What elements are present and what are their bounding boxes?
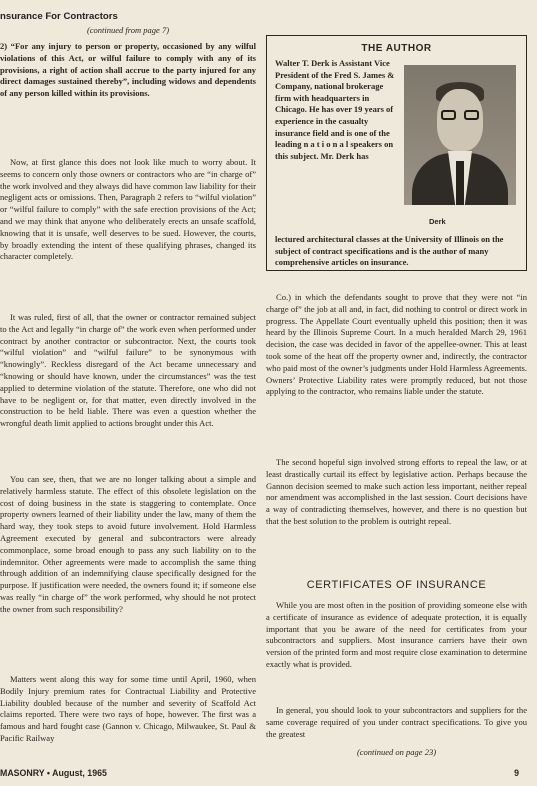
author-photo	[404, 65, 516, 205]
photo-caption: Derk	[429, 217, 446, 226]
footer-magazine-date: MASONRY • August, 1965	[0, 768, 107, 778]
left-paragraph-2: Now, at first glance this does not look like much to worry about. It seems to concern only those owners or contractors who are “in charge of” the work involved and they always did have common law liability for their negligent acts or omissions. Then, Paragraph 2 refers to “wilful violation” or “wilful failure to comply” with the safe erection provisions of the Act; and we may think that anyone who deliberately erects an unsafe scaffold, knowing that it is unsafe, well deserves to be sued. However, the courts, by broadly extending the intent of these qualifying phrases, changed its character completely.	[0, 157, 256, 262]
author-bio-narrow: Walter T. Derk is Assistant Vice President of the Fred S. James & Company, national brokerage firm with headquarters in Chicago. He has over 19 years of experience in the casualty insurance field and is one of the leading n a t i o n a l speakers on this subject. Mr. Derk has	[275, 58, 395, 161]
running-head: nsurance For Contractors	[0, 11, 118, 22]
page-number: 9	[514, 768, 519, 778]
left-paragraph-3: It was ruled, first of all, that the owner or contractor remained subject to the Act and legally “in charge of” the work even when performed under contract by another contractor or subcontractor. Next, the courts took “wilful violation” and “wilful failure” to be synonymous with “knowingly”. Reckless disregard of the Act became unnecessary and “knowing or should have known, under the circumstances” was the test applied to determine violation of the statute. Therefore, one who did not have to be negligent or, for that matter, even directly involved in the construction to be held liable. There was even a question whether the wrongful death limit applied to actions brought under this Act.	[0, 312, 256, 429]
author-bio-wide: lectured architectural classes at the University of Illinois on the subject of contract specifications and is the author of many comprehensive articles on insurance.	[275, 234, 504, 268]
left-paragraph-4: You can see, then, that we are no longer talking about a simple and relatively harmless statute. The effect of this obsolete legislation on the cost of doing business in the state is staggering to contemplate. Once property owners learned of their liability under the law, many of them the hard way, they took steps to avoid future involvement. Hold Harmless Agreement executed by general and subcontractors were already commonplace, some broad enough to pass any such liability on to the indemnitor. Other agreements were made to accomplish the same thing through addition of an indemnifying clause specifically designed for the purpose. If justification were needed, the owners found it; if someone else was really “in charge of” the work performed, why should he not protect the owner from such responsibility?	[0, 474, 256, 614]
author-box-title: THE AUTHOR	[361, 43, 432, 54]
left-paragraph-5: Matters went along this way for some time until April, 1960, when Bodily Injury premium rates for Contractual Liability and Protective Liability doubled because of the number and severity of Scaffold Act claims reported. There were two rays of hope, however. The first was a famous and hard fought case (Gannon v. Chicago, Milwaukee, St. Paul & Pacific Railway	[0, 674, 256, 743]
continued-from-note: (continued from page 7)	[86, 25, 170, 35]
right-paragraph-2: The second hopeful sign involved strong efforts to repeal the law, or at least drastically curtail its effect by legislative action. Perhaps because the Gannon decision seemed to make such action less important, neither repeal nor amendment was accomplished in the last session. Court decisions have a way of contradicting themselves, however, and there is no question but that the best solution to the problem is outright repeal.	[266, 457, 527, 526]
section-heading: CERTIFICATES OF INSURANCE	[306, 579, 487, 591]
author-box	[266, 35, 527, 271]
right-paragraph-3: While you are most often in the position of providing someone else with a certificate of insurance as evidence of adequate protection, it is equally important that you be aware of the need for certificates from your subcontractors and suppliers. Most insurance carriers have their own version of the printed form and most require close examination to determine exactly what is provided.	[266, 600, 527, 669]
right-paragraph-4: In general, you should look to your subcontractors and suppliers for the same coverage required of you under contract specifications. To give you the greatest	[266, 705, 527, 739]
right-paragraph-1: Co.) in which the defendants sought to prove that they were not “in charge of” the job at all and, in fact, did nothing to control or direct work in progress. The Appellate Court eventually upheld this position; then it was heard by the Illinois Supreme Court. In a much heralded March 29, 1961 decision, the case was decided in favor of the appellee-owner. This at least took some of the heat off the property owner and, indirectly, the contractor who paid most of the owner’s judgments under Hold Harmless Agreements. Owners’ Protective Liability rates were promptly reduced, but not those applying to the contractor, who remains liable under the statute.	[266, 292, 527, 397]
left-paragraph-1: 2) “For any injury to person or property, occasioned by any wilful violations of this Act, or wilful failure to comply with any of its provisions, a right of action shall accrue to the party injured for any direct damages sustained thereby”, including widows and dependents of any person killed within its provisions.	[0, 41, 256, 99]
page-footer	[0, 768, 537, 782]
continued-on-note: (continued on page 23)	[356, 747, 437, 757]
